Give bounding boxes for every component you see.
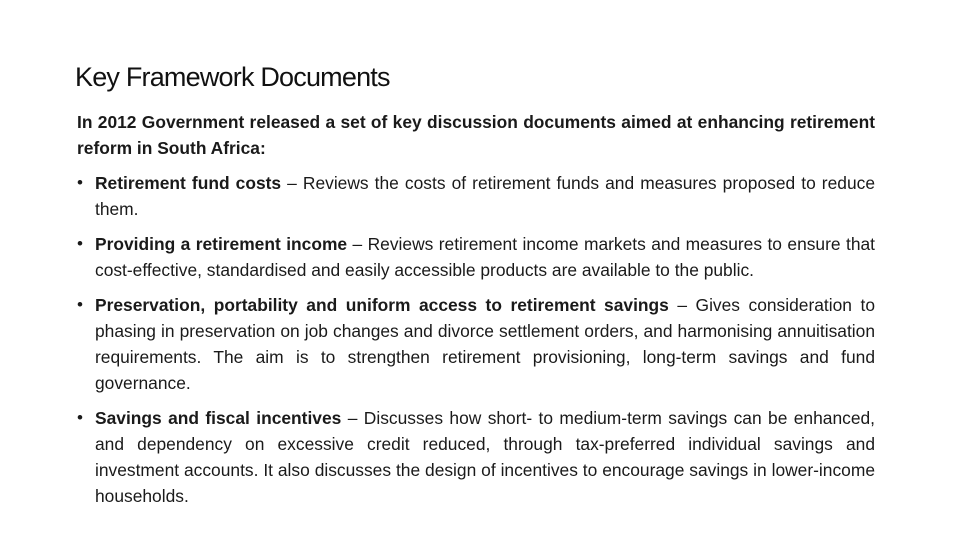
bullet-description: – Reviews the costs of retirement funds and measures proposed to reduce them. — [95, 173, 875, 219]
slide-title: Key Framework Documents — [75, 62, 390, 92]
bullet-description: – Gives consideration to phasing in preservation on job changes and divorce settlement orders, and harmonising annuitisation requirements. The aim is to strengthen retirement provisioning, long-term savings and fund governance. — [95, 295, 875, 393]
bullet-icon: • — [77, 295, 83, 314]
bullet-icon: • — [77, 173, 83, 192]
bullet-term: Retirement fund costs — [95, 173, 282, 193]
bullet-term: Savings and fiscal incentives — [95, 408, 342, 428]
bullet-description: – Reviews retirement income markets and measures to ensure that cost-effective, standardised and easily accessible products are available to the public. — [95, 234, 876, 280]
bullet-item-retirement-income — [77, 231, 875, 283]
bullet-term: Providing a retirement income — [95, 234, 348, 254]
intro-paragraph: In 2012 Government released a set of key discussion documents aimed at enhancing retirement reform in South Africa: — [77, 112, 875, 158]
bullet-term: Preservation, portability and uniform access to retirement savings — [95, 295, 669, 315]
bullet-item-savings-incentives — [77, 405, 875, 509]
bullet-description: – Discusses how short- to medium-term savings can be enhanced, and dependency on excessive credit reduced, through tax-preferred individual savings and investment accounts. It also discusses the design of incentives to encourage savings in lower-income households. — [95, 408, 875, 506]
bullet-icon: • — [77, 234, 83, 253]
bullet-item-preservation — [77, 292, 875, 396]
bullet-list — [77, 170, 875, 518]
bullet-item-retirement-fund-costs — [77, 170, 875, 222]
bullet-icon: • — [77, 408, 83, 427]
